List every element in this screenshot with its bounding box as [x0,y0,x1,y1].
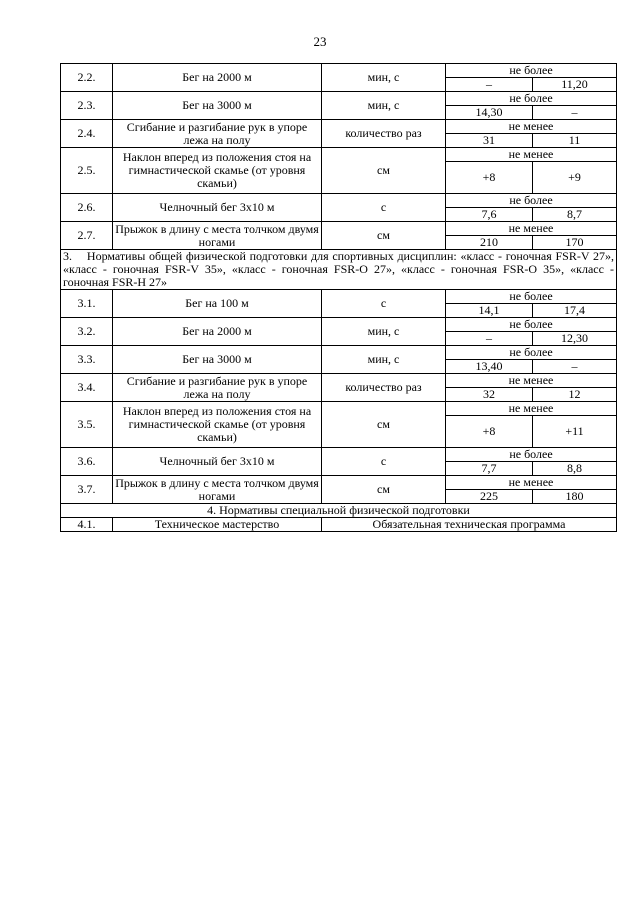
row-number: 3.2. [61,318,113,346]
unit-of-measure: с [322,194,446,222]
norm-value-2: 17,4 [533,304,617,318]
exercise-name: Прыжок в длину с места толчком двумя ногами [113,222,322,250]
exercise-name: Сгибание и разгибание рук в упоре лежа на полу [113,120,322,148]
norm-condition: не менее [446,120,617,134]
norm-value-1: 31 [446,134,533,148]
exercise-name: Наклон вперед из положения стоя на гимнастической скамье (от уровня скамьи) [113,148,322,194]
table-row [61,346,617,360]
norm-condition: не менее [446,222,617,236]
unit-of-measure: мин, с [322,318,446,346]
exercise-name: Бег на 100 м [113,290,322,318]
unit-of-measure: см [322,148,446,194]
norm-condition: не более [446,318,617,332]
table-row [61,222,617,236]
norm-value-1: – [446,332,533,346]
unit-of-measure: количество раз [322,120,446,148]
row-number: 3.4. [61,374,113,402]
row-number: 3.6. [61,448,113,476]
norm-value-1: 14,30 [446,106,533,120]
unit-of-measure: мин, с [322,64,446,92]
exercise-name: Сгибание и разгибание рук в упоре лежа на полу [113,374,322,402]
norm-condition: не более [446,290,617,304]
norm-value-1: 13,40 [446,360,533,374]
table-row [61,64,617,78]
row-number: 2.6. [61,194,113,222]
page-number: 23 [313,34,327,49]
norm-value-1: 32 [446,388,533,402]
norm-value-1: 14,1 [446,304,533,318]
exercise-name: Бег на 2000 м [113,64,322,92]
section-3-title: Нормативы общей физической подготовки для спортивных дисциплин: «класс - гоночная FSR-V 27», «класс - гоночная FSR-V 35», «класс - гоночная FSR-O 27», «класс - гоночная FSR-O 35», «класс - гоночная FSR-H 27» [63,249,615,289]
norm-value-1: +8 [446,416,533,448]
unit-of-measure: мин, с [322,346,446,374]
norm-condition: не более [446,346,617,360]
row-number: 3.5. [61,402,113,448]
section-4-header: 4. Нормативы специальной физической подготовки [61,504,617,518]
row-number: 3.7. [61,476,113,504]
norm-value-1: 225 [446,490,533,504]
norm-value-2: 12,30 [533,332,617,346]
section-3-number: 3. [63,249,72,263]
table-body-section-3 [61,250,617,290]
table-row [61,374,617,388]
table-row [61,148,617,162]
norm-condition: не менее [446,476,617,490]
row-number: 2.2. [61,64,113,92]
row-number: 2.5. [61,148,113,194]
table-row [61,476,617,490]
table-row [61,402,617,416]
norm-value-2: 170 [533,236,617,250]
norm-value-1: – [446,78,533,92]
norm-condition: не менее [446,374,617,388]
norm-value-2: 8,8 [533,462,617,476]
table-body-general-norms [61,64,617,250]
unit-of-measure: количество раз [322,374,446,402]
exercise-name: Челночный бег 3х10 м [113,194,322,222]
table-row [61,318,617,332]
norm-value-2: 11,20 [533,78,617,92]
table-body-section-4 [61,504,617,532]
section-3-header-row [61,250,617,290]
unit-of-measure: мин, с [322,92,446,120]
unit-of-measure: с [322,448,446,476]
row-number: 4.1. [61,518,113,532]
exercise-name: Наклон вперед из положения стоя на гимнастической скамье (от уровня скамьи) [113,402,322,448]
section-4-header-row [61,504,617,518]
exercise-name: Челночный бег 3х10 м [113,448,322,476]
row-number: 2.4. [61,120,113,148]
row-number: 3.3. [61,346,113,374]
exercise-name: Бег на 3000 м [113,346,322,374]
norm-value-2: 8,7 [533,208,617,222]
norm-value-2: +9 [533,162,617,194]
table-row [61,92,617,106]
norm-value-2: +11 [533,416,617,448]
table-row [61,290,617,304]
norm-value-2: – [533,106,617,120]
norm-value-1: +8 [446,162,533,194]
norm-value: Обязательная техническая программа [322,518,617,532]
norm-value-2: 11 [533,134,617,148]
norm-condition: не более [446,194,617,208]
norm-condition: не более [446,448,617,462]
row-number: 2.3. [61,92,113,120]
unit-of-measure: см [322,222,446,250]
exercise-name: Техническое мастерство [113,518,322,532]
exercise-name: Бег на 2000 м [113,318,322,346]
table-body-discipline-norms [61,290,617,504]
row-number: 3.1. [61,290,113,318]
norm-condition: не менее [446,402,617,416]
norm-value-2: 180 [533,490,617,504]
norm-value-1: 210 [446,236,533,250]
unit-of-measure: см [322,402,446,448]
unit-of-measure: см [322,476,446,504]
norm-condition: не более [446,64,617,78]
row-number: 2.7. [61,222,113,250]
unit-of-measure: с [322,290,446,318]
exercise-name: Бег на 3000 м [113,92,322,120]
exercise-name: Прыжок в длину с места толчком двумя ногами [113,476,322,504]
table-row [61,120,617,134]
norm-condition: не менее [446,148,617,162]
norm-value-1: 7,6 [446,208,533,222]
norms-table [60,63,617,532]
table-row [61,194,617,208]
norm-value-2: – [533,360,617,374]
table-row [61,518,617,532]
norm-value-1: 7,7 [446,462,533,476]
norm-condition: не более [446,92,617,106]
norm-value-2: 12 [533,388,617,402]
section-3-header [61,250,617,290]
table-row [61,448,617,462]
